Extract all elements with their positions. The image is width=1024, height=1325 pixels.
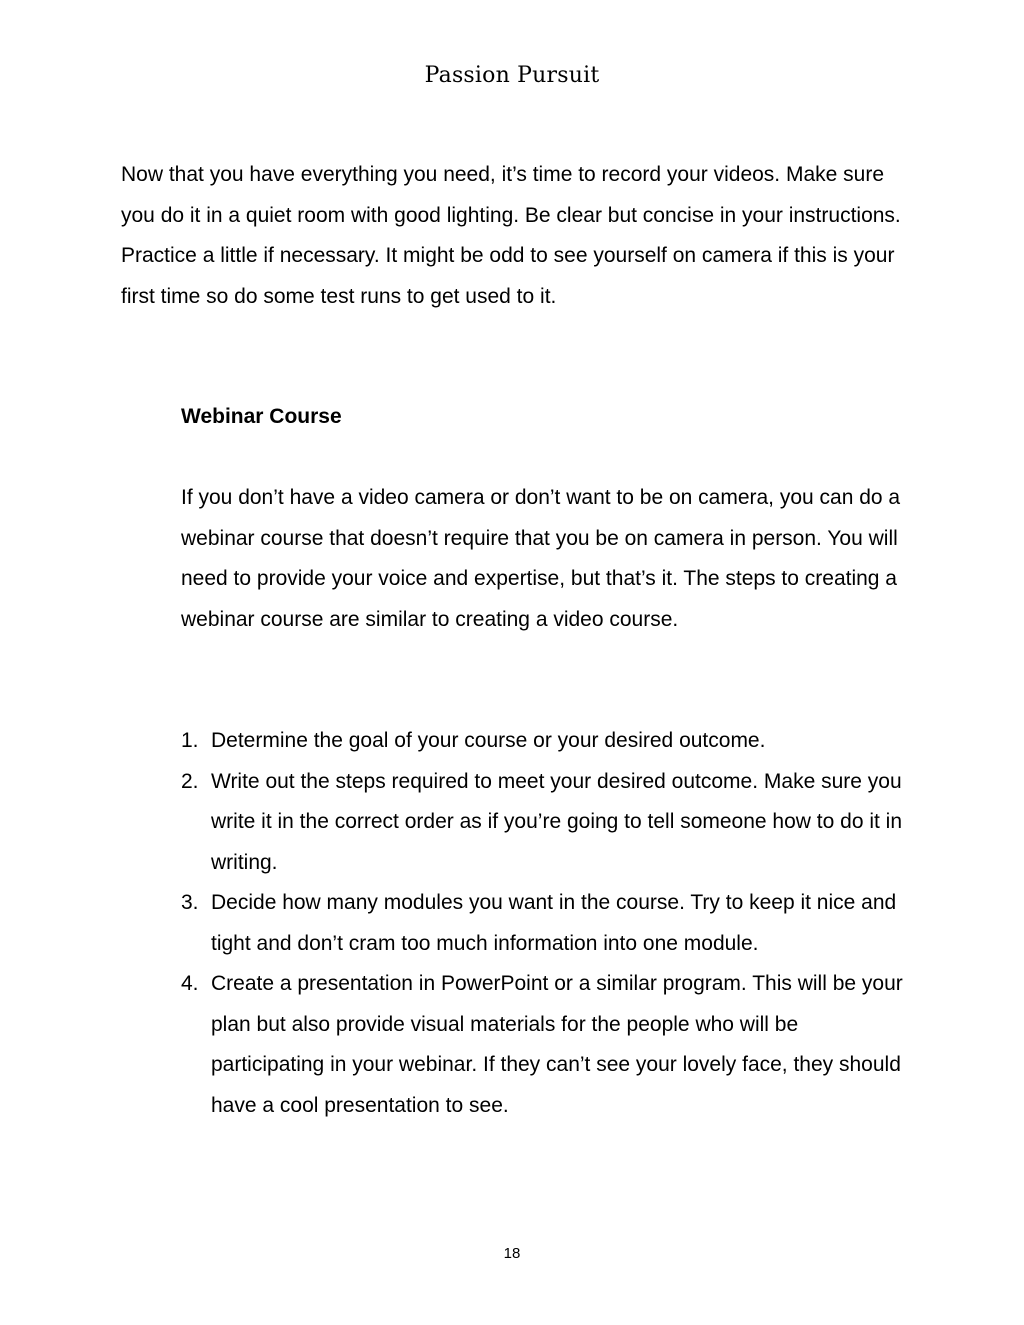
list-item (181, 721, 911, 762)
list-item-number: 2. (181, 769, 199, 793)
section-heading-webinar-course: Webinar Course (181, 405, 342, 428)
list-item-text: Write out the steps required to meet your desired outcome. Make sure you write it in the correct order as if you’re going to tell someone how to do it in writing. (211, 769, 903, 874)
list-item-text: Determine the goal of your course or your desired outcome. (211, 729, 766, 752)
list-item (181, 762, 911, 884)
section-paragraph: If you don’t have a video camera or don’t want to be on camera, you can do a webinar course that doesn’t require that you be on camera in person. You will need to provide your voice and expertise, but that’s it. The steps to creating a webinar course are similar to creating a video course. (181, 486, 901, 631)
page-number: 18 (503, 1245, 521, 1262)
list-item-number: 1. (181, 729, 199, 752)
running-header-title: Passion Pursuit (424, 63, 600, 88)
list-item (181, 964, 911, 1126)
list-item-number: 3. (181, 891, 199, 914)
list-item-number: 4. (181, 972, 199, 995)
list-item-text: Create a presentation in PowerPoint or a similar program. This will be your plan but also provide visual materials for the people who will be participating in your webinar. If they can’t see your lovely face, they should have a cool presentation to see. (211, 972, 903, 1117)
intro-paragraph: Now that you have everything you need, it’s time to record your videos. Make sure you do it in a quiet room with good lighting. Be clear but concise in your instructions. Practice a little if necessary. It might be odd to see yourself on camera if this is your first time so do some test runs to get used to it. (121, 163, 901, 308)
list-item-text: Decide how many modules you want in the course. Try to keep it nice and tight and don’t cram too much information into one module. (211, 891, 897, 955)
steps-list (181, 721, 911, 1126)
list-item (181, 883, 911, 964)
